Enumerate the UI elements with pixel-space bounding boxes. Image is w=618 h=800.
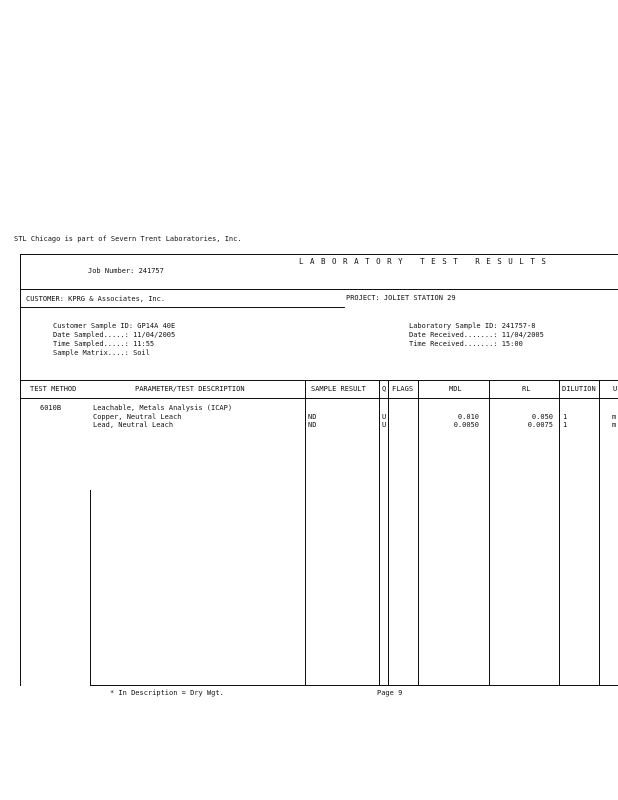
sample-info-right-3: Time Received.......: 15:00 bbox=[409, 340, 523, 348]
col-q: Q bbox=[382, 385, 387, 393]
project-name: PROJECT: JOLIET STATION 29 bbox=[346, 294, 456, 302]
row-extra: m bbox=[612, 413, 617, 421]
col-test-method: TEST METHOD bbox=[30, 385, 77, 393]
col-line-dilution-right bbox=[599, 380, 600, 686]
col-line-q-left bbox=[379, 380, 380, 686]
row-rl: 0.0075 bbox=[527, 421, 553, 429]
sample-info-right-2: Date Received.......: 11/04/2005 bbox=[409, 331, 544, 339]
sample-info-left-1: Customer Sample ID: GP14A 40E bbox=[53, 322, 176, 330]
col-rl: RL bbox=[522, 385, 531, 393]
header-divider bbox=[20, 289, 618, 290]
report-title: LABORATORY TEST RESULTS bbox=[299, 257, 553, 266]
job-number: Job Number: 241757 bbox=[88, 267, 164, 275]
footer-note: * In Description = Dry Wgt. bbox=[110, 689, 224, 697]
row-mdl: 0.010 bbox=[457, 413, 479, 421]
row-parameter: Copper, Neutral Leach bbox=[93, 413, 182, 421]
sample-info-left-4: Sample Matrix....: Soil bbox=[53, 349, 150, 357]
col-line-parameter-left bbox=[90, 490, 91, 686]
col-line-q-right bbox=[388, 380, 389, 686]
col-line-flags-right bbox=[418, 380, 419, 686]
company-note: STL Chicago is part of Severn Trent Laboratories, Inc. bbox=[14, 235, 242, 243]
col-flags: FLAGS bbox=[392, 385, 414, 393]
col-extra: U bbox=[613, 385, 618, 393]
row-dilution: 1 bbox=[563, 413, 568, 421]
col-line-mdl-right bbox=[489, 380, 490, 686]
page-number: Page 9 bbox=[377, 689, 403, 697]
sample-info-left-3: Time Sampled.....: 11:55 bbox=[53, 340, 155, 348]
col-parameter: PARAMETER/TEST DESCRIPTION bbox=[135, 385, 245, 393]
col-line-rl-right bbox=[559, 380, 560, 686]
row-result: ND bbox=[308, 421, 317, 429]
row-extra: m bbox=[612, 421, 617, 429]
method-code: 6010B bbox=[40, 404, 62, 412]
col-sample-result: SAMPLE RESULT bbox=[311, 385, 366, 393]
frame-left-line bbox=[20, 254, 21, 686]
col-line-result-left bbox=[305, 380, 306, 686]
row-qualifier: U bbox=[382, 421, 387, 429]
sample-info-left-2: Date Sampled.....: 11/04/2005 bbox=[53, 331, 176, 339]
col-dilution: DILUTION bbox=[562, 385, 596, 393]
sample-info-right-1: Laboratory Sample ID: 241757-8 bbox=[409, 322, 536, 330]
customer-name: CUSTOMER: KPRG & Associates, Inc. bbox=[26, 295, 166, 303]
row-parameter: Lead, Neutral Leach bbox=[93, 421, 174, 429]
customer-divider bbox=[20, 307, 345, 308]
frame-top-line bbox=[20, 254, 618, 255]
table-header-bottom-line bbox=[20, 398, 618, 399]
row-rl: 0.050 bbox=[531, 413, 553, 421]
method-description: Leachable, Metals Analysis (ICAP) bbox=[93, 404, 233, 412]
table-bottom-line bbox=[90, 685, 618, 686]
table-header-top-line bbox=[20, 380, 618, 381]
row-result: ND bbox=[308, 413, 317, 421]
row-mdl: 0.0050 bbox=[453, 421, 479, 429]
row-dilution: 1 bbox=[563, 421, 568, 429]
col-mdl: MDL bbox=[449, 385, 462, 393]
row-qualifier: U bbox=[382, 413, 387, 421]
